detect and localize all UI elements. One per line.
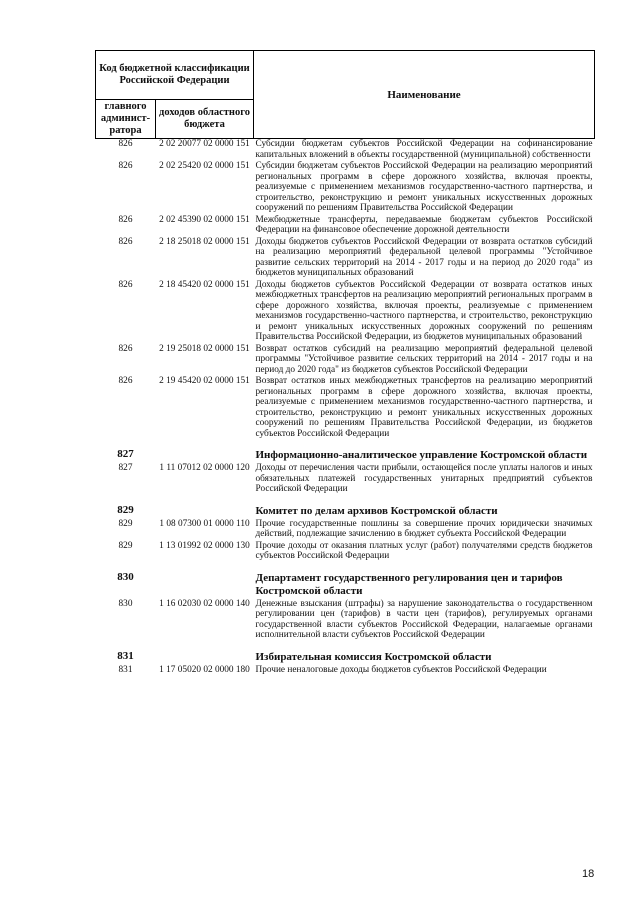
income-code-cell: 2 02 20077 02 0000 151 bbox=[159, 139, 250, 149]
admin-code-cell: 830 bbox=[117, 570, 134, 583]
admin-code-cell: 826 bbox=[118, 236, 133, 247]
table-row bbox=[96, 665, 595, 677]
income-code-cell: 1 17 05020 02 0000 180 bbox=[159, 664, 250, 675]
description-cell: Доходы бюджетов субъектов Российской Федерации от возврата остатков иных межбюджетных трансфертов на реализацию мероприятий региональных программ в сфере дорожного хозяйства, включая проекты, реализуемые с применением механизмов государственно-частного партнерства, и строительство, реконструкцию и ремонт уникальных искусственных дорожных сооружений по решениям Правительства Российской Федерации, из бюджетов муниципальных образований bbox=[255, 279, 593, 342]
description-cell: Межбюджетные трансферты, передаваемые бюджетам субъектов Российской Федерации на финансовое обеспечение дорожной деятельности bbox=[255, 214, 593, 235]
description-cell: Субсидии бюджетам субъектов Российской Федерации на софинансирование капитальных вложений в объекты государственной (муниципальной) собственности bbox=[255, 139, 593, 160]
income-code-cell: 2 02 45390 02 0000 151 bbox=[159, 214, 250, 225]
admin-code-cell: 826 bbox=[118, 214, 133, 225]
description-cell: Департамент государственного регулирования цен и тарифов Костромской области bbox=[255, 571, 563, 597]
income-code-cell: 2 02 25420 02 0000 151 bbox=[159, 161, 250, 171]
budget-classification-sheet bbox=[95, 50, 595, 676]
description-cell: Субсидии бюджетам субъектов Российской Федерации на реализацию мероприятий региональных программ в сфере дорожного хозяйства, включая проекты, реализуемые с применением механизмов государственно-частного партнерства, и строительство, реконструкцию и ремонт уникальных искусственных дорожных сооружений по решениям Правительства Российской Федерации bbox=[255, 161, 593, 213]
income-code-cell: 1 16 02030 02 0000 140 bbox=[159, 598, 250, 609]
table-row bbox=[96, 237, 595, 280]
admin-code-cell: 831 bbox=[117, 649, 134, 662]
income-code-cell bbox=[156, 496, 254, 519]
income-code-cell: 1 13 01992 02 0000 130 bbox=[159, 540, 250, 551]
table-row bbox=[96, 280, 595, 344]
admin-code-cell: 830 bbox=[118, 598, 133, 609]
income-code-cell: 1 08 07300 01 0000 110 bbox=[159, 518, 250, 529]
admin-code-cell: 826 bbox=[118, 139, 133, 149]
income-code-cell: 2 18 45420 02 0000 151 bbox=[159, 279, 250, 290]
header-classification-code: Код бюджетной классификации Российской Федерации bbox=[96, 51, 254, 100]
table-body bbox=[96, 139, 595, 677]
income-code-cell: 2 19 25018 02 0000 151 bbox=[159, 343, 250, 354]
income-code-cell bbox=[156, 642, 254, 665]
description-cell: Прочие государственные пошлины за совершение прочих юридически значимых действий, подлежащие зачислению в бюджет субъекта Российской Федерации bbox=[255, 518, 593, 539]
table-row bbox=[96, 344, 595, 377]
description-cell: Комитет по делам архивов Костромской области bbox=[255, 504, 498, 517]
description-cell: Денежные взыскания (штрафы) за нарушение законодательства о государственном регулировании цен (тарифов) в части цен (тарифов), регулируемых органами государственной власти субъектов Российской Федерации, налагаемые органами исполнительной власти субъектов Российской Федерации bbox=[255, 598, 593, 640]
budget-table bbox=[95, 50, 595, 676]
income-code-cell: 2 18 25018 02 0000 151 bbox=[159, 236, 250, 247]
table-row bbox=[96, 376, 595, 440]
header-name: Наименование bbox=[254, 51, 595, 139]
admin-code-cell: 829 bbox=[118, 540, 133, 551]
table-row bbox=[96, 463, 595, 496]
description-cell: Прочие доходы от оказания платных услуг (работ) получателями средств бюджетов субъектов Российской Федерации bbox=[255, 540, 593, 561]
organization-header-row bbox=[96, 642, 595, 665]
description-cell: Избирательная комиссия Костромской области bbox=[255, 650, 492, 663]
admin-code-cell: 826 bbox=[118, 376, 133, 386]
table-row bbox=[96, 161, 595, 215]
table-row bbox=[96, 139, 595, 162]
admin-code-cell: 826 bbox=[118, 343, 133, 354]
admin-code-cell: 831 bbox=[118, 664, 133, 675]
organization-header-row bbox=[96, 440, 595, 463]
admin-code-cell: 827 bbox=[117, 448, 134, 460]
description-cell: Доходы от перечисления части прибыли, остающейся после уплаты налогов и иных обязательных платежей государственных унитарных предприятий субъектов Российской Федерации bbox=[255, 463, 593, 494]
table-row bbox=[96, 541, 595, 563]
page-number: 18 bbox=[582, 868, 595, 880]
header-regional-income: доходов областного бюджета bbox=[156, 100, 254, 139]
admin-code-cell: 829 bbox=[117, 503, 134, 516]
organization-header-row bbox=[96, 563, 595, 599]
admin-code-cell: 826 bbox=[118, 161, 133, 171]
description-cell: Информационно-аналитическое управление Костромской области bbox=[255, 449, 588, 461]
income-code-cell bbox=[156, 440, 254, 463]
income-code-cell bbox=[156, 563, 254, 599]
header-main-administrator: главного админист-ратора bbox=[96, 100, 156, 139]
organization-header-row bbox=[96, 496, 595, 519]
description-cell: Доходы бюджетов субъектов Российской Федерации от возврата остатков субсидий на реализацию мероприятий федеральной целевой программы "Устойчивое развитие сельских территорий на 2014 - 2017 годы и на период до 2020 года" из бюджетов муниципальных образований bbox=[255, 236, 593, 278]
description-cell: Прочие неналоговые доходы бюджетов субъектов Российской Федерации bbox=[255, 664, 547, 675]
table-row bbox=[96, 519, 595, 541]
description-cell: Возврат остатков субсидий на реализацию мероприятий федеральной целевой программы "Устойчивое развитие сельских территорий на 2014 - 2017 годы и на период до 2020 года" из бюджетов субъектов Российской Федерации bbox=[255, 343, 593, 375]
admin-code-cell: 827 bbox=[118, 463, 133, 473]
table-row bbox=[96, 215, 595, 237]
table-header bbox=[96, 51, 595, 139]
admin-code-cell: 829 bbox=[118, 518, 133, 529]
income-code-cell: 2 19 45420 02 0000 151 bbox=[159, 376, 250, 386]
table-row bbox=[96, 599, 595, 642]
description-cell: Возврат остатков иных межбюджетных трансфертов на реализацию мероприятий региональных программ в сфере дорожного хозяйства, включая проекты, реализуемые с применением механизмов государственно-частного партнерства, и строительство, реконструкцию и ремонт уникальных искусственных дорожных сооружений по решениям Правительства Российской Федерации, из бюджетов субъектов Российской Федерации bbox=[255, 376, 593, 439]
admin-code-cell: 826 bbox=[118, 279, 133, 290]
income-code-cell: 1 11 07012 02 0000 120 bbox=[159, 463, 250, 473]
